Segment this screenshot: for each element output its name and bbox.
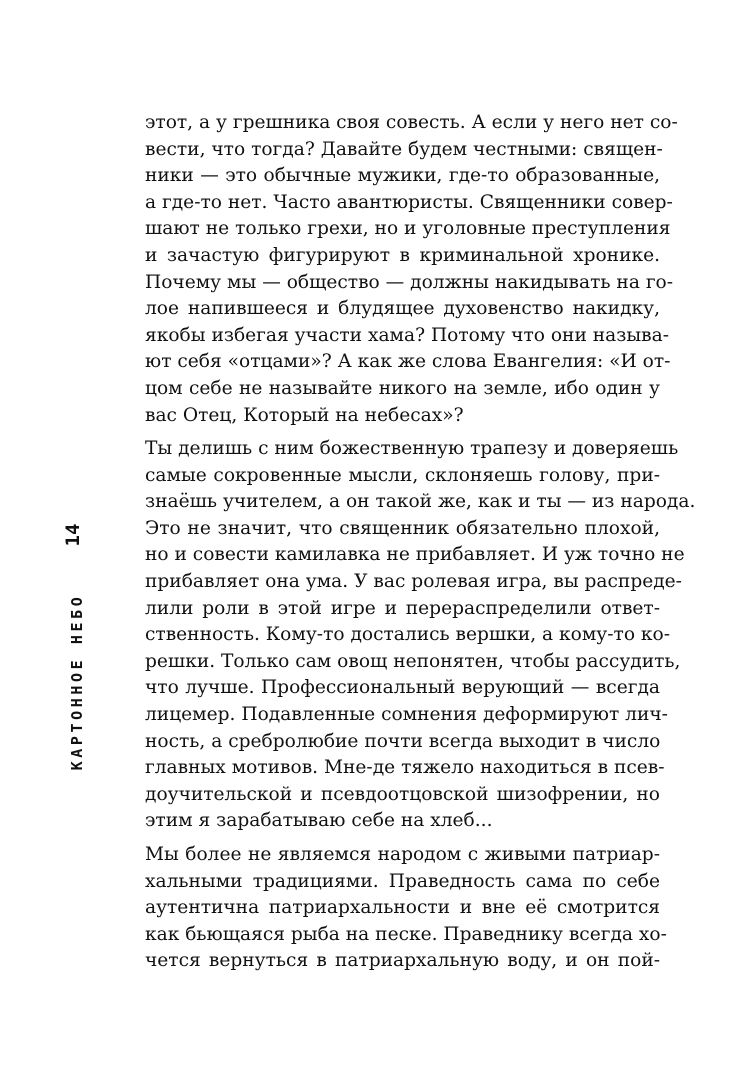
text-line: и зачастую фигурируют в криминальной хронике. (145, 244, 660, 266)
running-title: КАРТОННОЕ НЕБО (68, 593, 86, 771)
text-line: вести, что тогда? Давайте будем честными: священ- (145, 138, 663, 160)
text-line: этим я зарабатываю себе на хлеб... (145, 810, 493, 832)
text-line: Это не значит, что священник обязательно плохой, (145, 517, 660, 539)
paragraph-2 (145, 436, 696, 835)
text-line: Мы более не являемся народом с живыми патриар- (145, 844, 660, 865)
text-line: но и совести камилавка не прибавляет. И уж точно не (145, 544, 685, 566)
text-line: а где-то нет. Часто авантюристы. Священники совер- (145, 191, 673, 213)
text-line: ники — это обычные мужики, где-то образованные, (145, 165, 660, 187)
text-line: аутентична патриархальности и вне её смотрится (145, 897, 660, 919)
paragraph-1 (145, 110, 678, 429)
text-line: вас Отец, Который на небесах»? (145, 404, 464, 426)
text-line: самые сокровенные мысли, склоняешь голову, при- (145, 464, 660, 486)
text-line: лицемер. Подавленные сомнения деформируют лич- (145, 703, 668, 725)
text-line: ственность. Кому-то достались вершки, а кому-то ко- (145, 624, 671, 646)
text-line: как бьющаяся рыба на песке. Праведнику всегда хо- (145, 923, 667, 945)
text-line: ют себя «отцами»? А как же слова Евангелия: «И от- (145, 351, 671, 373)
text-line: этот, а у грешника своя совесть. А если у него нет со- (145, 112, 678, 133)
paragraph-3 (145, 842, 667, 975)
text-line: хальными традициями. Праведность сама по себе (145, 870, 660, 892)
text-line: ность, а сребролюбие почти всегда выходит в число (145, 730, 661, 752)
text-line: цом себе не называйте никого на земле, ибо один у (145, 377, 660, 399)
text-line: Почему мы — общество — должны накидывать на го- (145, 271, 674, 293)
text-line: шают не только грехи, но и уголовные преступления (145, 218, 671, 240)
page-margin (48, 520, 98, 780)
text-line: доучительской и псевдоотцовской шизофрении, но (145, 783, 660, 805)
text-line: знаёшь учителем, а он такой же, как и ты — из народа. (145, 491, 696, 513)
text-line: якобы избегая участи хама? Потому что они называ- (145, 324, 670, 346)
page-number: 14 (62, 523, 84, 547)
text-line: решки. Только сам овощ непонятен, чтобы рассудить, (145, 650, 681, 672)
text-line: прибавляет она ума. У вас ролевая игра, вы распреде- (145, 570, 682, 592)
text-line: лили роли в этой игре и перераспределили ответ- (145, 597, 660, 619)
text-line: что лучше. Профессиональный верующий — всегда (145, 677, 660, 699)
text-line: чется вернуться в патриархальную воду, и он пой- (145, 950, 660, 972)
text-line: Ты делишь с ним божественную трапезу и доверяешь (145, 438, 679, 459)
text-line: лое напившееся и блудящее духовенство накидку, (145, 298, 660, 320)
text-line: главных мотивов. Мне-де тяжело находиться в псев- (145, 757, 665, 779)
